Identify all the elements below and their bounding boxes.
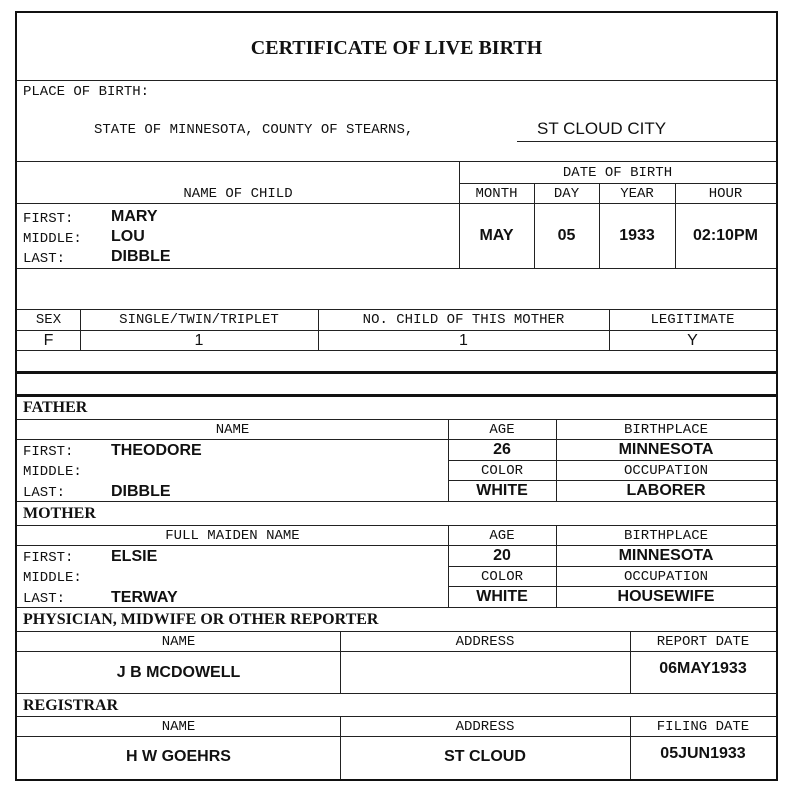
- child-last-name: DIBBLE: [111, 248, 171, 265]
- name-of-child-header: NAME OF CHILD: [183, 186, 293, 202]
- hour-label: HOUR: [708, 186, 743, 202]
- registrar-section-title: REGISTRAR: [23, 697, 119, 714]
- birth-hour: 02:10PM: [693, 227, 758, 244]
- sex-label: SEX: [35, 312, 62, 328]
- father-name-header: NAME: [215, 421, 250, 438]
- father-section-title: FATHER: [23, 399, 88, 416]
- child-first-label: FIRST:: [23, 211, 74, 227]
- mother-age-label: AGE: [489, 527, 515, 544]
- physician-name: J B MCDOWELL: [116, 663, 241, 681]
- mother-last-name: TERWAY: [111, 589, 178, 606]
- father-first-label: FIRST:: [23, 444, 74, 460]
- certificate-title: CERTIFICATE OF LIVE BIRTH: [250, 36, 543, 59]
- month-label: MONTH: [475, 186, 518, 202]
- child-number-label: NO. CHILD OF THIS MOTHER: [362, 312, 565, 328]
- father-birthplace: MINNESOTA: [618, 441, 714, 458]
- child-number-value: 1: [459, 331, 468, 349]
- father-last-label: LAST:: [23, 485, 66, 501]
- mother-color: WHITE: [476, 588, 528, 605]
- plurality-label: SINGLE/TWIN/TRIPLET: [119, 312, 279, 328]
- mother-first-name: ELSIE: [111, 548, 158, 565]
- father-first-name: THEODORE: [111, 442, 202, 459]
- father-age: 26: [493, 441, 511, 458]
- father-occupation-label: OCCUPATION: [623, 462, 708, 479]
- child-first-name: MARY: [111, 208, 158, 225]
- birth-day: 05: [557, 227, 576, 244]
- physician-address-label: ADDRESS: [455, 633, 515, 650]
- child-middle-label: MIDDLE:: [23, 231, 82, 247]
- father-middle-label: MIDDLE:: [23, 464, 82, 480]
- mother-birthplace: MINNESOTA: [618, 547, 714, 564]
- place-of-birth-label: PLACE OF BIRTH:: [23, 84, 150, 100]
- mother-occupation-label: OCCUPATION: [623, 568, 708, 585]
- report-date: 06MAY1933: [659, 660, 747, 677]
- father-occupation: LABORER: [626, 482, 706, 499]
- father-birthplace-label: BIRTHPLACE: [623, 421, 708, 438]
- physician-section-title: PHYSICIAN, MIDWIFE OR OTHER REPORTER: [23, 611, 379, 628]
- mother-section-title: MOTHER: [23, 505, 96, 522]
- father-color: WHITE: [476, 482, 528, 499]
- mother-color-label: COLOR: [480, 568, 523, 585]
- legitimate-value: Y: [687, 331, 698, 349]
- birth-year: 1933: [619, 227, 655, 244]
- child-middle-name: LOU: [111, 228, 145, 245]
- registrar-address-label: ADDRESS: [455, 718, 515, 735]
- state-county-text: STATE OF MINNESOTA, COUNTY OF STEARNS,: [94, 122, 414, 138]
- mother-middle-label: MIDDLE:: [23, 570, 82, 586]
- mother-age: 20: [493, 547, 511, 564]
- report-date-label: REPORT DATE: [656, 633, 750, 650]
- mother-birthplace-label: BIRTHPLACE: [623, 527, 708, 544]
- child-last-label: LAST:: [23, 251, 66, 267]
- birth-certificate: [15, 11, 778, 781]
- filing-date: 05JUN1933: [660, 745, 746, 762]
- father-age-label: AGE: [489, 421, 515, 438]
- registrar-name-label: NAME: [161, 718, 196, 735]
- mother-last-label: LAST:: [23, 591, 66, 607]
- registrar-name: H W GOEHRS: [126, 748, 231, 765]
- sex-value: F: [43, 331, 54, 349]
- registrar-address: ST CLOUD: [444, 748, 526, 765]
- plurality-value: 1: [194, 331, 204, 349]
- father-last-name: DIBBLE: [111, 483, 171, 500]
- date-of-birth-header: DATE OF BIRTH: [562, 165, 673, 181]
- filing-date-label: FILING DATE: [656, 718, 750, 735]
- mother-occupation: HOUSEWIFE: [617, 588, 715, 605]
- mother-name-header: FULL MAIDEN NAME: [165, 527, 300, 544]
- city-underline: [517, 141, 776, 142]
- physician-name-label: NAME: [161, 633, 196, 650]
- birth-month: MAY: [479, 227, 514, 244]
- legitimate-label: LEGITIMATE: [650, 312, 735, 328]
- physician-address: [340, 652, 630, 693]
- year-label: YEAR: [620, 186, 654, 202]
- birth-city-value: ST CLOUD CITY: [537, 119, 667, 138]
- mother-first-label: FIRST:: [23, 550, 74, 566]
- father-color-label: COLOR: [480, 462, 523, 479]
- day-label: DAY: [553, 186, 580, 202]
